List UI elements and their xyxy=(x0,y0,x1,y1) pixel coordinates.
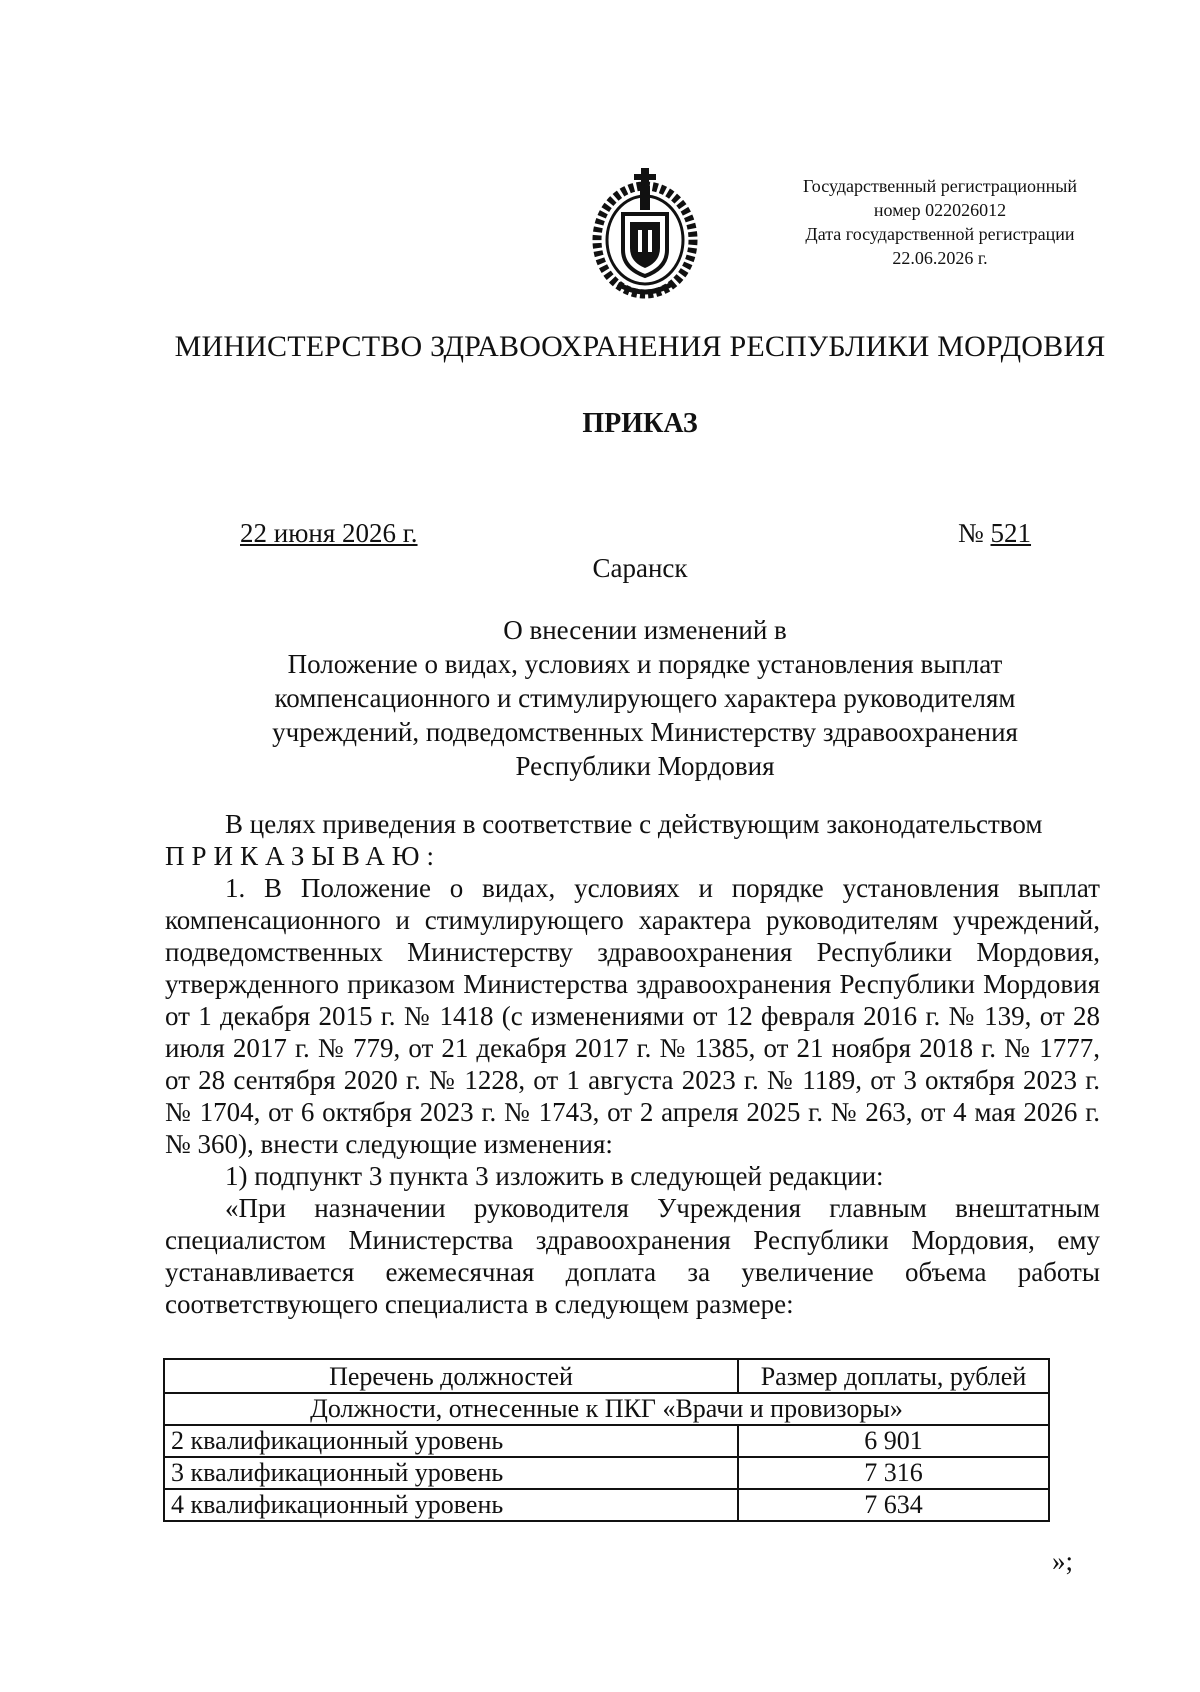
subject-line: учреждений, подведомственных Министерству здравоохранения xyxy=(272,717,1018,747)
order-number xyxy=(958,518,1031,549)
order-body xyxy=(165,808,1100,1320)
registration-number: номер 022026012 xyxy=(873,200,1007,220)
preamble: В целях приведения в соответствие с действующим законодательством xyxy=(225,809,1043,839)
subitem-1: 1) подпункт 3 пункта 3 изложить в следующей редакции: xyxy=(225,1161,884,1191)
document-type: ПРИКАЗ xyxy=(582,408,698,439)
position-cell: 2 квалификационный уровень xyxy=(164,1425,738,1457)
table-row xyxy=(164,1425,1049,1457)
position-cell: 4 квалификационный уровень xyxy=(164,1489,738,1521)
order-date: 22 июня 2026 г. xyxy=(240,518,418,548)
closing-quote: »; xyxy=(1052,1546,1074,1576)
payment-table xyxy=(163,1358,1050,1522)
quoted-text: «При назначении руководителя Учреждения главным внештатным специалистом Министерства здравоохранения Республики Мордовия, ему устанавливается ежемесячная доплата за увеличение объема работы соответствующего специалиста в следующем размере: xyxy=(165,1193,1100,1319)
position-cell: 3 квалификационный уровень xyxy=(164,1457,738,1489)
group-label: Должности, отнесенные к ПКГ «Врачи и провизоры» xyxy=(164,1393,1049,1425)
city: Саранск xyxy=(592,553,688,583)
number-value: 521 xyxy=(990,518,1032,548)
table-group-row xyxy=(164,1393,1049,1425)
column-header-amount: Размер доплаты, рублей xyxy=(738,1359,1049,1393)
registration-date: 22.06.2026 г. xyxy=(892,248,988,268)
amount-cell: 7 316 xyxy=(738,1457,1049,1489)
column-header-positions: Перечень должностей xyxy=(164,1359,738,1393)
table-row xyxy=(164,1489,1049,1521)
registration-line: Дата государственной регистрации xyxy=(805,224,1075,244)
item-1: 1. В Положение о видах, условиях и порядке установления выплат компенсационного и стимулирующего характера руководителям учреждений, подведомственных Министерству здравоохранения Республики Мордовия, утвержденного приказом Министерства здравоохранения Республики Мордовия от 1 декабря 2015 г. № 1418 (с изменениями от 12 февраля 2016 г. № 139, от 28 июля 2017 г. № 779, от 21 декабря 2017 г. № 1385, от 21 ноября 2018 г. № 1777, от 28 сентября 2020 г. № 1228, от 1 августа 2023 г. № 1189, от 3 октября 2023 г. № 1704, от 6 октября 2023 г. № 1743, от 2 апреля 2025 г. № 263, от 4 мая 2026 г. № 360), внести следующие изменения: xyxy=(165,873,1100,1159)
subject-line: Положение о видах, условиях и порядке установления выплат xyxy=(287,649,1003,679)
ministry-name: МИНИСТЕРСТВО ЗДРАВООХРАНЕНИЯ РЕСПУБЛИКИ МОРДОВИЯ xyxy=(174,330,1106,363)
order-word: ПРИКАЗЫВАЮ: xyxy=(165,841,441,871)
table-row xyxy=(164,1457,1049,1489)
registration-line: Государственный регистрационный xyxy=(802,176,1078,196)
subject-line: О внесении изменений в xyxy=(503,615,787,645)
amount-cell: 6 901 xyxy=(738,1425,1049,1457)
number-sign: № xyxy=(958,518,984,548)
order-subject xyxy=(230,613,1060,783)
registration-stamp xyxy=(770,174,1110,270)
coat-of-arms-emblem xyxy=(590,166,700,304)
table-header-row xyxy=(164,1359,1049,1393)
amount-cell: 7 634 xyxy=(738,1489,1049,1521)
subject-line: компенсационного и стимулирующего характера руководителям xyxy=(274,683,1016,713)
subject-line: Республики Мордовия xyxy=(515,751,775,781)
